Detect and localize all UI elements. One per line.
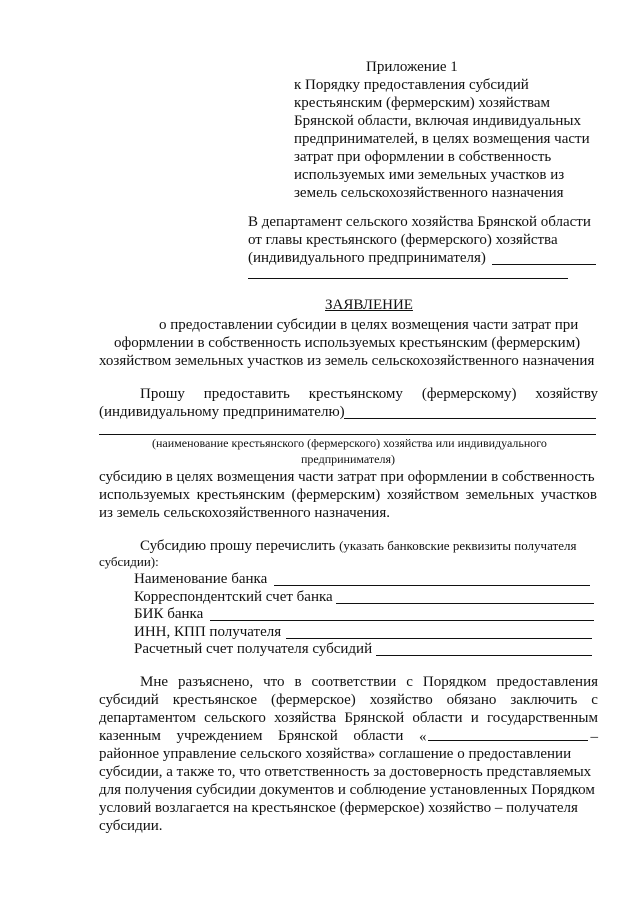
subject-line: о предоставлении субсидии в целях возмещения части затрат при <box>159 317 579 333</box>
addressee-line: от главы крестьянского (фермерского) хозяйства <box>248 232 558 248</box>
explanation-line: субсидий крестьянское (фермерское) хозяйство обязано заключить с <box>99 692 598 708</box>
applicant-name-blank[interactable] <box>492 264 596 265</box>
subject-line: оформлении в собственность используемых крестьянским (фермерским) <box>114 335 581 351</box>
explanation-line: для получения субсидии документов и соблюдение установленных Порядком <box>99 782 595 798</box>
district-office-blank[interactable] <box>428 727 588 741</box>
bank-intro: Субсидию прошу перечислить (указать банковские реквизиты получателя <box>140 538 577 554</box>
appendix-line: затрат при оформлении в собственность <box>294 149 552 165</box>
appendix-title: Приложение 1 <box>366 59 458 75</box>
bik-input[interactable] <box>210 620 594 621</box>
explanation-line: департаментом сельского хозяйства Брянской области и государственным <box>99 710 598 726</box>
appendix-line: Брянской области, включая индивидуальных <box>294 113 581 129</box>
farm-name-blank-2[interactable] <box>99 434 596 435</box>
explanation-line: казенным учреждением Брянской области « – <box>99 728 598 745</box>
request-body-line: используемых крестьянским (фермерским) хозяйством земельных участков <box>99 487 597 503</box>
corr-account-label: Корреспондентский счет банка <box>134 589 333 605</box>
bik-label: БИК банка <box>134 606 204 622</box>
explanation-line: районное управление сельского хозяйства» соглашение о предоставлении <box>99 746 572 762</box>
addressee-line: В департамент сельского хозяйства Брянской области <box>248 214 591 230</box>
request-line-1: Прошу предоставить крестьянскому (фермерскому) хозяйству <box>140 386 598 402</box>
farm-name-blank[interactable] <box>344 418 596 419</box>
appendix-line: земель сельскохозяйственного назначения <box>294 185 564 201</box>
field-caption: (наименование крестьянского (фермерского) хозяйства или индивидуального <box>152 436 547 450</box>
explanation-line: субсидии, а также то, что ответственность за достоверность представляемых <box>99 764 592 780</box>
appendix-line: предпринимателей, в целях возмещения части <box>294 131 590 147</box>
settlement-account-input[interactable] <box>376 655 592 656</box>
appendix-line: крестьянским (фермерским) хозяйствам <box>294 95 551 111</box>
request-body-line: из земель сельскохозяйственного назначения. <box>99 505 390 521</box>
bank-intro-cont: субсидии): <box>99 554 159 569</box>
subject-line: хозяйством земельных участков из земель сельскохозяйственного назначения <box>99 353 595 369</box>
bank-name-label: Наименование банка <box>134 571 268 587</box>
document-title: ЗАЯВЛЕНИЕ <box>325 297 413 313</box>
corr-account-input[interactable] <box>336 603 594 604</box>
appendix-line: к Порядку предоставления субсидий <box>294 77 529 93</box>
explanation-line: условий возлагается на крестьянское (фермерское) хозяйство – получателя <box>99 800 578 816</box>
request-line-2: (индивидуальному предпринимателю) <box>99 404 345 420</box>
settlement-account-label: Расчетный счет получателя субсидий <box>134 641 373 657</box>
inn-kpp-label: ИНН, КПП получателя <box>134 624 282 640</box>
request-body-line: субсидию в целях возмещения части затрат при оформлении в собственность <box>99 469 595 485</box>
inn-kpp-input[interactable] <box>286 638 592 639</box>
field-caption: предпринимателя) <box>301 452 395 466</box>
addressee-line: (индивидуального предпринимателя) <box>248 250 486 266</box>
explanation-line: субсидии. <box>99 818 163 834</box>
explanation-line: Мне разъяснено, что в соответствии с Порядком предоставления <box>140 674 598 690</box>
bank-name-input[interactable] <box>274 585 590 586</box>
applicant-name-blank-2[interactable] <box>248 278 568 279</box>
appendix-line: используемых ими земельных участков из <box>294 167 565 183</box>
